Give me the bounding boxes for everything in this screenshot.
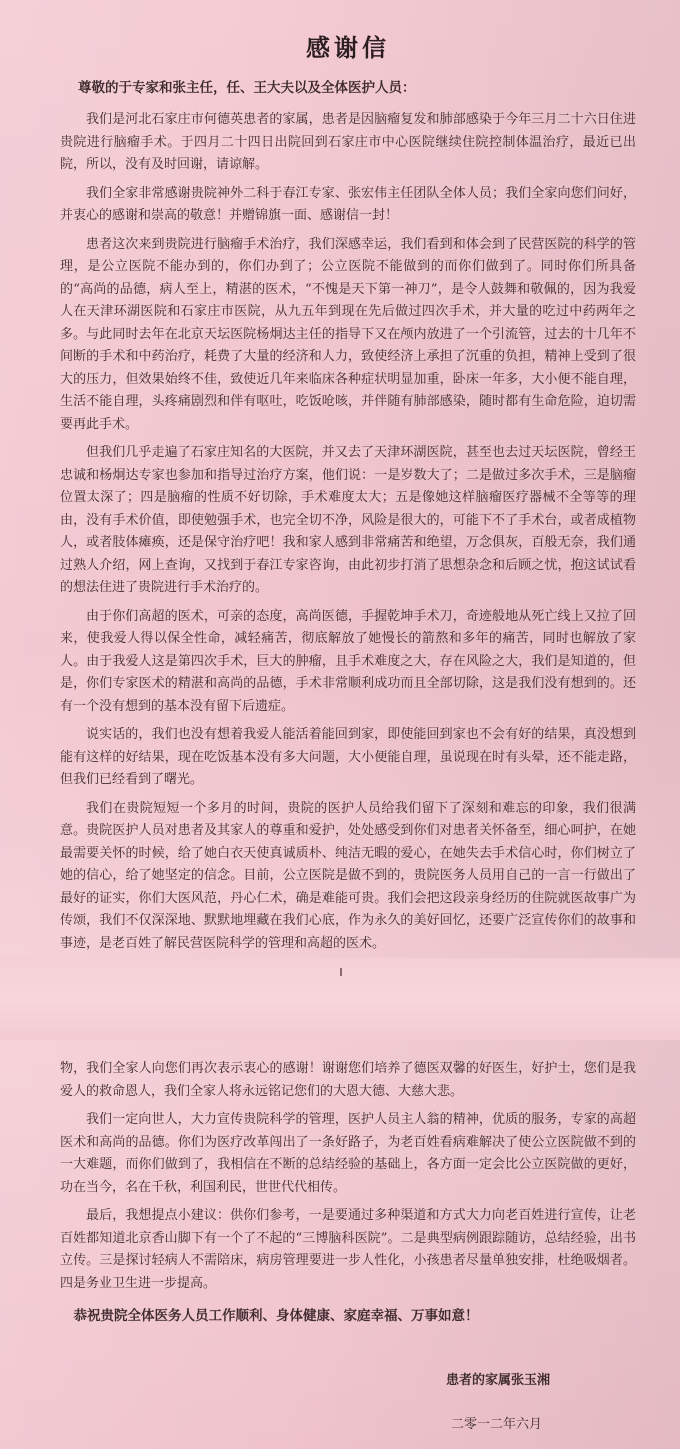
letter-paragraph: 我们是河北石家庄市何德英患者的家属，患者是因脑瘤复发和肺部感染于今年三月二十六日住进贵院进行脑瘤手术。于四月二十四日出院回到石家庄市中心医院继续住院控制体温治疗，最近已出院，所以，没有及时回谢，请谅解。	[60, 112, 636, 172]
letter-paragraph: 由于你们高超的医术，可亲的态度，高尚医德，手握乾坤手术刀，奇迹般地从死亡线上又拉了回来，使我爱人得以保全性命，减轻痛苦，彻底解放了她慢长的箭熬和多年的痛苦，同时也解放了家人。由于我爱人这是第四次手术，巨大的肿瘤，且手术难度之大，存在风险之大，我们是知道的，但是，你们专家医术的精湛和高尚的品德，手术非常顺利成功而且全部切除，这是我们没有想到的。还有一个没有想到的基本没有留下后遗症。	[60, 608, 636, 714]
fold-mark	[340, 968, 342, 976]
letter-paragraph: 患者这次来到贵院进行脑瘤手术治疗，我们深感幸运，我们看到和体会到了民营医院的科学的管理，是公立医院不能办到的，你们办到了；公立医院不能做到的而你们做到了。同时你们所具备的“高尚的品德，病人至上，精湛的医术，“不愧是天下第一神刀”，是令人鼓舞和敬佩的，因为我爱人在天津环湖医院和石家庄市医院，从九五年到现在先后做过四次手术，并大量的吃过中药两年之多。与此同时去年在北京天坛医院杨炯达主任的指导下又在颅内放进了一个引流管，过去的十几年不间断的手术和中药治疗，耗费了大量的经济和人力，致使经济上承担了沉重的负担，精神上受到了很大的压力，但效果始终不佳，致使近几年来临床各种症状明显加重，卧床一年多，大小便不能自理，生活不能自理，头疼痛剧烈和伴有呕吐，吃饭呛咳，并伴随有肺部感染，随时都有生命危险，迫切需要再此手术。	[60, 236, 636, 432]
letter-paragraph: 物，我们全家人向您们再次表示衷心的感谢！谢谢您们培养了德医双馨的好医生，好护士，您们是我爱人的救命恩人，我们全家人将永远铭记您们的大恩大德、大慈大悲。	[60, 1061, 636, 1099]
page-break	[0, 958, 680, 1040]
letter-title: 感谢信	[306, 33, 390, 62]
letter-paragraph: 我们一定向世人，大力宣传贵院科学的管理，医护人员主人翁的精神，优质的服务，专家的高超医术和高尚的品德。你们为医疗改革闯出了一条好路子，为老百姓看病难解决了使公立医院做不到的一大难题，而你们做到了，我相信在不断的总结经验的基础上，各方面一定会比公立医院做的更好，功在当今，名在千秋，利国利民，世世代代相传。	[60, 1112, 636, 1195]
letter-paragraph: 说实话的，我们也没有想着我爱人能活着能回到家，即使能回到家也不会有好的结果，真没想到能有这样的好结果，现在吃饭基本没有多大问题，大小便能自理，虽说现在时有头晕，还不能走路，但我们已经看到了曙光。	[60, 727, 636, 787]
letter-date: 二零一二年六月	[450, 1417, 542, 1432]
letter-paragraph: 最后，我想提点小建议：供你们参考，一是要通过多种渠道和方式大力向老百姓进行宣传，让老百姓都知道北京香山脚下有一个了不起的“三博脑科医院”。二是典型病例跟踪随访，总结经验，出书立传。三是探讨轻病人不需陪床，病房管理要进一步人性化，小孩患者尽量单独安排，杜绝吸烟者。四是务业卫生进一步提高。	[60, 1208, 636, 1291]
letter-salutation: 尊敬的于专家和张主任，任、王大夫以及全体医护人员：	[78, 80, 416, 96]
letter-paragraph: 但我们几乎走遍了石家庄知名的大医院，并又去了天津环湖医院，甚至也去过天坛医院，曾经王忠诚和杨炯达专家也参加和指导过治疗方案，他们说：一是岁数大了；二是做过多次手术，三是脑瘤位置太深了；四是脑瘤的性质不好切除，手术难度太大；五是像她这样脑瘤医疗器械不全等等的理由，没有手术价值，即使勉强手术，也完全切不净，风险是很大的，可能下不了手术台，或者成植物人，或者肢体瘫痪，还是保守治疗吧！我和家人感到非常痛苦和绝望，万念俱灰，百般无奈，我们通过熟人介绍，网上查询，又找到于春江专家咨询，由此初步打消了思想杂念和后顾之忧，抱这试试看的想法住进了贵院进行手术治疗的。	[60, 445, 636, 595]
letter-signature: 患者的家属张玉湘	[445, 1373, 550, 1388]
letter-page-2	[0, 1040, 680, 1449]
letter-paragraph: 我们在贵院短短一个多月的时间，贵院的医护人员给我们留下了深刻和难忘的印象，我们很满意。贵院医护人员对患者及其家人的尊重和爱护，处处感受到你们对患者关怀备至，细心呵护，在她最需要关怀的时候，给了她白衣天使真诚质朴、纯洁无暇的爱心，在她失去手术信心时，你们树立了她的信心，给了她坚定的信念。目前，公立医院是做不到的，贵院医务人员用自己的一言一行做出了最好的证实，你们大医风范，丹心仁术，确是难能可贵。我们会把这段亲身经历的住院就医故事广为传颂，我们不仅深深地、默默地埋藏在我们心底，作为永久的美好回忆，还要广泛宣传你们的故事和事迹，是老百姓了解民营医院科学的管理和高超的医术。	[60, 800, 636, 951]
letter-closing: 恭祝贵院全体医务人员工作顺利、身体健康、家庭幸福、万事如意！	[73, 1308, 479, 1324]
letter-paragraph: 我们全家非常感谢贵院神外二科于春江专家、张宏伟主任团队全体人员；我们全家向您们问好，并衷心的感谢和崇高的敬意！并赠锦旗一面、感谢信一封！	[60, 185, 636, 223]
